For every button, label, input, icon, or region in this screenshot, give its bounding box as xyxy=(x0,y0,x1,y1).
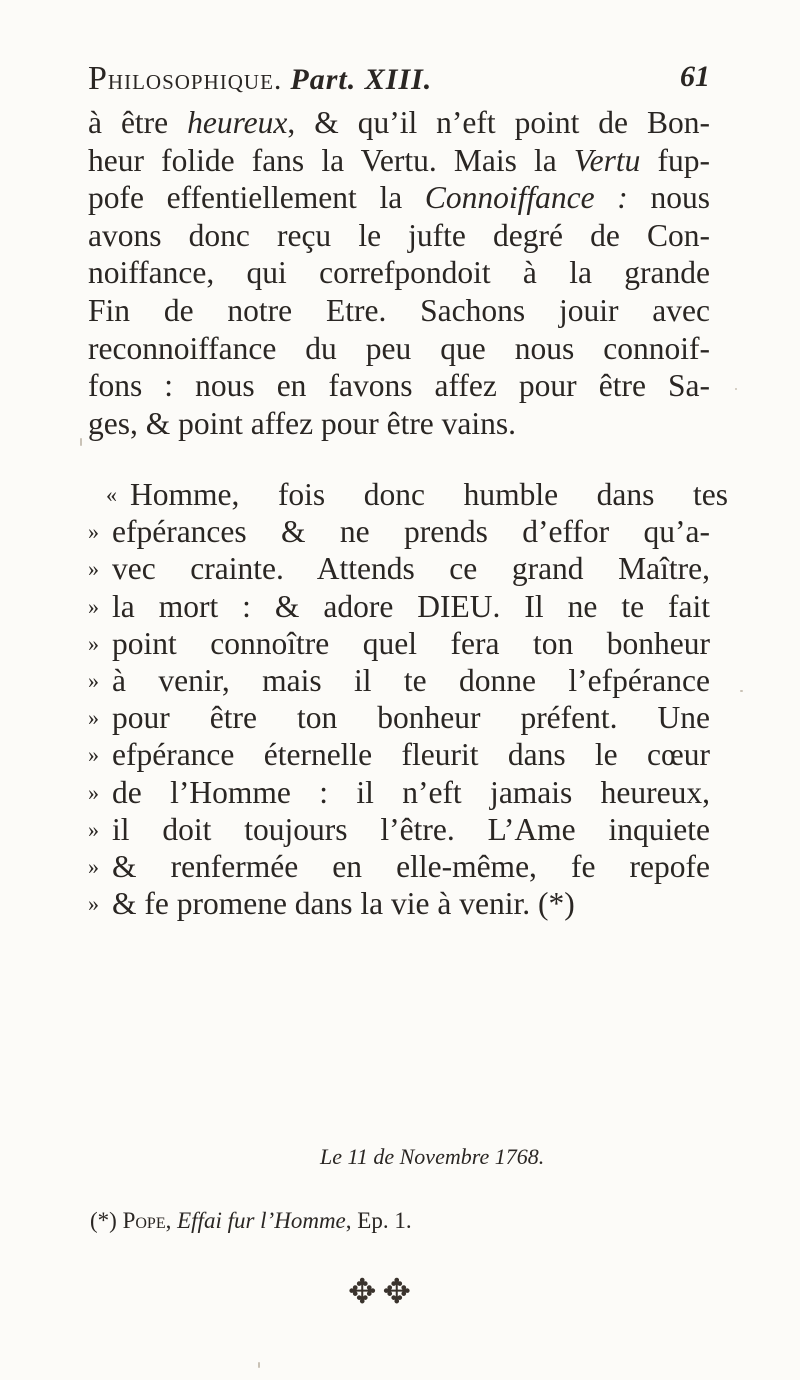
paragraph-1 xyxy=(88,104,710,442)
text-segment: heur folide fans la Vertu. Mais la xyxy=(88,142,574,178)
quote-line xyxy=(106,476,728,513)
italic-term: Connoiffance : xyxy=(424,180,628,216)
italic-term: Vertu xyxy=(573,142,641,178)
quote-line xyxy=(88,811,710,848)
quote-text: point connoître quel fera ton bonheur xyxy=(112,625,710,661)
quote-text: de l’Homme : il n’eft jamais heureux, xyxy=(112,774,710,810)
quote-text: Homme, fois donc humble dans tes xyxy=(130,477,728,512)
quote-line xyxy=(88,513,710,550)
footnote-comma: , xyxy=(345,1208,358,1233)
paper-speck xyxy=(258,1362,260,1368)
running-title-initial: P xyxy=(88,60,108,97)
continuation-mark: » xyxy=(88,853,99,879)
quote-text: efpérances & ne prends d’effor qu’a- xyxy=(112,514,710,550)
quote-text: efpérance éternelle fleurit dans le cœur xyxy=(112,737,710,773)
opening-guillemet: « xyxy=(106,482,117,507)
quote-text: vec crainte. Attends ce grand Maître, xyxy=(112,551,710,587)
part-label: Part. XIII. xyxy=(290,63,433,96)
quote-text: & renfermée en elle-même, fe repofe xyxy=(112,848,710,884)
quote-line xyxy=(88,662,710,699)
continuation-mark: » xyxy=(88,667,99,693)
text-segment: à être xyxy=(88,105,188,140)
footnote-marker: (*) xyxy=(90,1208,117,1233)
quote-line xyxy=(88,588,710,625)
quote-text: la mort : & adore DIEU. Il ne te fait xyxy=(112,588,710,624)
text-segment: nous xyxy=(627,180,711,216)
continuation-mark: » xyxy=(88,779,99,805)
continuation-mark: » xyxy=(88,556,99,582)
text-line: Fin de notre Etre. Sachons jouir avec xyxy=(88,292,710,328)
text-segment: , & qu’il n’eft point de Bon- xyxy=(287,105,710,140)
paper-speck xyxy=(740,690,743,692)
running-header xyxy=(88,54,710,104)
text-segment: fup- xyxy=(640,142,710,178)
running-title-rest: hilosophique. xyxy=(107,63,283,96)
quote-line xyxy=(88,736,710,773)
quote-text: pour être ton bonheur préfent. Une xyxy=(112,700,710,736)
footnote xyxy=(90,1208,412,1234)
quote-line xyxy=(88,625,710,662)
date-line: Le 11 de Novembre 1768. xyxy=(320,1144,545,1169)
quotation-paragraph xyxy=(88,476,728,922)
paper-speck xyxy=(735,388,737,390)
fleuron-ornament-icon: ✥✥ xyxy=(348,1272,417,1312)
quote-line xyxy=(88,774,710,811)
quote-text: à venir, mais il te donne l’efpérance xyxy=(112,662,710,698)
text-line: ges, & point affez pour être vains. xyxy=(88,405,517,441)
paper-speck xyxy=(80,438,82,446)
continuation-mark: » xyxy=(88,593,99,619)
text-line: noiffance, qui correfpondoit à la grande xyxy=(88,255,710,291)
text-line xyxy=(88,142,710,180)
continuation-mark: » xyxy=(88,742,99,768)
text-line: avons donc reçu le jufte degré de Con- xyxy=(88,217,710,253)
footnote-comma: , xyxy=(165,1208,178,1233)
quote-line xyxy=(88,885,710,922)
footnote-title: Effai fur l’Homme xyxy=(177,1208,346,1233)
quote-text: & fe promene dans la vie à venir. (*) xyxy=(112,886,575,922)
quote-line xyxy=(88,550,710,587)
footnote-author: Pope xyxy=(122,1208,166,1233)
text-line: fons : nous en favons affez pour être Sa- xyxy=(88,368,710,404)
text-segment: pofe effentiellement la xyxy=(88,180,425,216)
text-line: reconnoiffance du peu que nous connoif- xyxy=(88,330,710,366)
text-line xyxy=(88,179,710,217)
quote-line xyxy=(88,699,710,736)
page-number: 61 xyxy=(680,60,710,93)
continuation-mark: » xyxy=(88,630,99,656)
continuation-mark: » xyxy=(88,705,99,731)
italic-term: heureux xyxy=(187,105,288,140)
continuation-mark: » xyxy=(88,816,99,842)
continuation-mark: » xyxy=(88,891,99,917)
footnote-reference: Ep. 1. xyxy=(357,1208,412,1233)
running-title xyxy=(88,60,432,98)
text-line xyxy=(88,104,710,142)
quote-line xyxy=(88,848,710,885)
quote-text: il doit toujours l’être. L’Ame inquiete xyxy=(112,811,710,847)
continuation-mark: » xyxy=(88,519,99,545)
